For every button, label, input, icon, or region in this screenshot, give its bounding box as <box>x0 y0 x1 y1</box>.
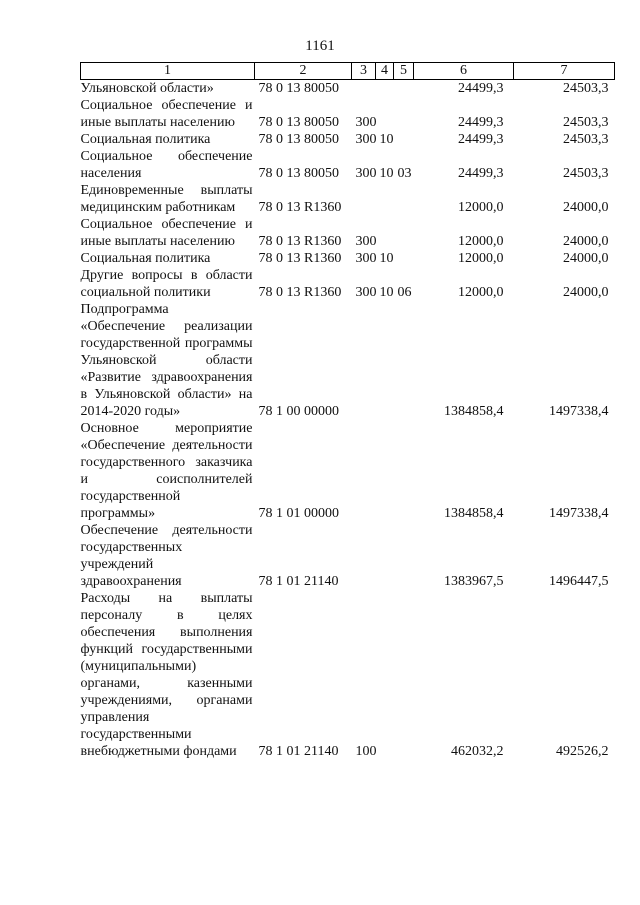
row-value-7: 1496447,5 <box>549 574 609 589</box>
row-code: 78 0 13 80050 <box>258 166 339 181</box>
row-value-6: 24499,3 <box>458 81 504 96</box>
row-value-6: 24499,3 <box>458 166 504 181</box>
table-row <box>81 182 615 216</box>
header-col-7: 7 <box>514 63 615 80</box>
row-value-7: 24000,0 <box>563 251 609 266</box>
row-col-5 <box>394 182 414 216</box>
row-col-4 <box>376 590 394 760</box>
row-value-7: 1497338,4 <box>549 404 609 419</box>
row-col-4 <box>376 80 394 98</box>
row-code: 78 1 00 00000 <box>258 404 339 419</box>
header-col-6: 6 <box>414 63 514 80</box>
table-row <box>81 148 615 182</box>
table-row <box>81 216 615 250</box>
row-name: Социальная политика <box>80 251 211 266</box>
row-value-6: 24499,3 <box>458 132 504 147</box>
row-value-7: 24000,0 <box>563 285 609 300</box>
row-code: 78 0 13 R1360 <box>258 285 342 300</box>
row-col-4: 10 <box>379 285 394 300</box>
table-row <box>81 522 615 590</box>
row-value-6: 24499,3 <box>458 115 504 130</box>
row-col-3: 300 <box>355 285 377 300</box>
row-col-4 <box>376 420 394 522</box>
row-col-3 <box>352 301 376 420</box>
row-col-5 <box>394 522 414 590</box>
row-col-3: 300 <box>355 132 377 147</box>
row-col-3: 300 <box>355 234 377 249</box>
row-value-7: 492526,2 <box>556 744 609 759</box>
table-row <box>81 590 615 760</box>
row-code: 78 0 13 R1360 <box>258 234 342 249</box>
row-value-7: 24000,0 <box>563 200 609 215</box>
row-col-4: 10 <box>379 132 394 147</box>
row-code: 78 1 01 21140 <box>258 574 339 589</box>
row-code: 78 1 01 21140 <box>258 744 339 759</box>
row-col-5 <box>394 301 414 420</box>
row-value-7: 24503,3 <box>563 132 609 147</box>
row-col-5 <box>394 131 414 148</box>
table-row <box>81 250 615 267</box>
row-name: Обеспечение деятельности государственных учреждений здравоохранения <box>80 523 253 589</box>
row-name: Расходы на выплаты персоналу в целях обеспечения выполнения функций государственными (муниципальными) органами, казенными учреждениями, органами управления государственными внебюджетными фондами <box>80 591 253 759</box>
row-col-3: 300 <box>355 115 377 130</box>
row-col-4: 10 <box>379 251 394 266</box>
row-col-5 <box>394 420 414 522</box>
table-row <box>81 131 615 148</box>
row-value-6: 12000,0 <box>458 234 504 249</box>
table-row <box>81 420 615 522</box>
row-code: 78 0 13 80050 <box>258 132 339 147</box>
row-col-3: 300 <box>355 251 377 266</box>
page-number: 1161 <box>305 38 335 54</box>
row-name: Социальное обеспечение и иные выплаты населению <box>80 217 253 249</box>
row-col-3 <box>352 182 376 216</box>
row-name: Ульяновской области» <box>80 81 214 96</box>
row-value-6: 12000,0 <box>458 285 504 300</box>
row-col-3: 100 <box>355 744 377 759</box>
header-col-5: 5 <box>394 63 414 80</box>
row-col-4 <box>376 522 394 590</box>
row-col-4: 10 <box>379 166 394 181</box>
header-col-4: 4 <box>376 63 394 80</box>
row-value-6: 1383967,5 <box>444 574 504 589</box>
row-code: 78 0 13 80050 <box>258 81 339 96</box>
row-col-5: 06 <box>397 285 412 300</box>
row-code: 78 0 13 80050 <box>258 115 339 130</box>
table-row <box>81 97 615 131</box>
row-code: 78 0 13 R1360 <box>258 251 342 266</box>
row-name: Подпрограмма «Обеспечение реализации государственной программы Ульяновской области «Развитие здравоохранения в Ульяновской области» на 2014-2020 годы» <box>80 302 253 419</box>
row-name: Социальная политика <box>80 132 211 147</box>
row-code: 78 0 13 R1360 <box>258 200 342 215</box>
row-col-3 <box>352 420 376 522</box>
table-row <box>81 80 615 98</box>
row-col-5 <box>394 590 414 760</box>
row-col-3 <box>352 522 376 590</box>
row-col-5 <box>394 250 414 267</box>
row-col-5 <box>394 216 414 250</box>
header-col-2: 2 <box>255 63 352 80</box>
row-value-7: 24503,3 <box>563 166 609 181</box>
row-value-6: 1384858,4 <box>444 506 504 521</box>
row-name: Основное мероприятие «Обеспечение деятельности государственного заказчика и соисполнителей государственной программы» <box>80 421 253 521</box>
row-value-7: 1497338,4 <box>549 506 609 521</box>
row-value-7: 24503,3 <box>563 115 609 130</box>
row-value-7: 24503,3 <box>563 81 609 96</box>
row-col-4 <box>376 97 394 131</box>
row-name: Другие вопросы в области социальной политики <box>80 268 253 300</box>
row-col-5: 03 <box>397 166 412 181</box>
row-code: 78 1 01 00000 <box>258 506 339 521</box>
row-col-4 <box>376 182 394 216</box>
row-col-3 <box>352 80 376 98</box>
header-row <box>81 63 615 80</box>
row-value-6: 12000,0 <box>458 200 504 215</box>
row-name: Единовременные выплаты медицинским работникам <box>80 183 253 215</box>
header-col-3: 3 <box>352 63 376 80</box>
budget-table <box>80 62 615 760</box>
row-col-5 <box>394 80 414 98</box>
row-value-6: 12000,0 <box>458 251 504 266</box>
row-col-4 <box>376 301 394 420</box>
table-row <box>81 267 615 301</box>
row-col-5 <box>394 97 414 131</box>
row-value-6: 1384858,4 <box>444 404 504 419</box>
table-row <box>81 301 615 420</box>
row-name: Социальное обеспечение населения <box>80 149 253 181</box>
row-col-4 <box>376 216 394 250</box>
row-value-6: 462032,2 <box>451 744 504 759</box>
row-value-7: 24000,0 <box>563 234 609 249</box>
row-col-3: 300 <box>355 166 377 181</box>
row-name: Социальное обеспечение и иные выплаты населению <box>80 98 253 130</box>
header-col-1: 1 <box>81 63 255 80</box>
